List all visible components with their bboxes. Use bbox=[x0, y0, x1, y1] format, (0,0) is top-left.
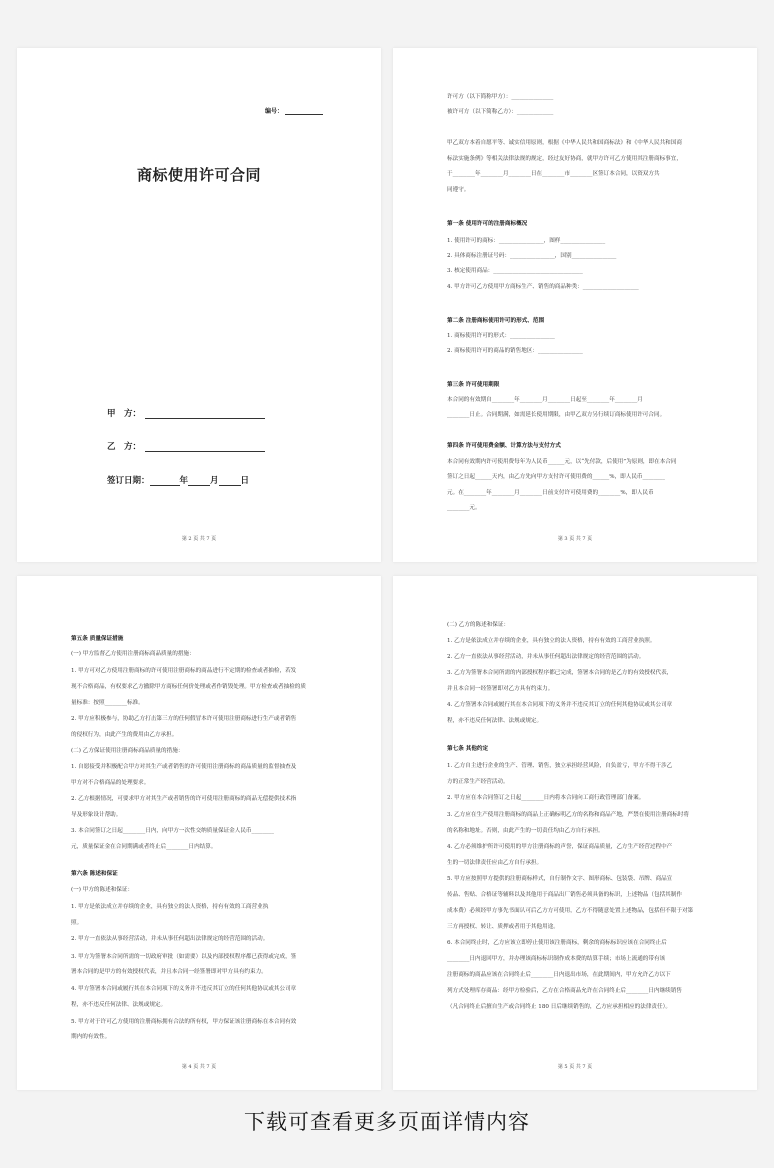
text-line: 4. 乙方必须维护所许可使用的甲方注册商标的声誉，保证商品质量，乙方生产经营过程中产 bbox=[447, 844, 673, 850]
text-line: 1. 商标使用许可的形式：________________ bbox=[447, 333, 555, 339]
party-a-field: 甲 方： bbox=[107, 407, 265, 419]
text-line: 现不合格商品，有权要求乙方撤除甲方商标任何价处理或者作销毁处理。甲方检查或者抽检的质 bbox=[71, 684, 306, 690]
text-line: 5. 甲方应按照甲方提供的注册商标样式，自行制作文字、图形商标、包装袋、吊牌、商品宣 bbox=[447, 876, 673, 882]
text-line: ________日内退回甲方，并办理该商标标识制作成本费的结算手续；市场上流通的带有该 bbox=[447, 956, 666, 962]
text-line: 签订之日起______天内，由乙方先向甲方支付许可使用费的______%，即人民币________ bbox=[447, 474, 665, 480]
section-heading: 第七条 其他约定 bbox=[447, 746, 489, 752]
text-line: 列方式处理库存商品：经甲方检验后，乙方在合格商品允许在合同终止后________日内继续销售 bbox=[447, 988, 682, 994]
text-line: 1. 乙方是依法成立并存续的企业，具有独立的法人资格，持有有效的工商营业执照。 bbox=[447, 638, 656, 644]
section-heading: 第三条 许可使用期限 bbox=[447, 382, 500, 388]
text-line: 1. 乙方自主进行企业的生产、管理、销售，独立承担经营风险，自负盈亏，甲方不得干涉乙 bbox=[447, 763, 673, 769]
text-line: 被许可方（以下简称乙方）：_____________ bbox=[447, 109, 554, 115]
section-heading: 第六条 陈述和保证 bbox=[71, 871, 118, 877]
section-heading: 第五条 质量保证措施 bbox=[71, 636, 124, 642]
text-line: 元。在________年________月________日前支付许可使用费的________%，即人民币 bbox=[447, 490, 654, 496]
signing-date-field: 签订日期： 年 月 日 bbox=[107, 476, 250, 486]
text-line: 许可方（以下简称甲方）：_______________ bbox=[447, 94, 554, 100]
text-line: 甲乙双方本着自愿平等、诚实信用原则，根据《中华人民共和国商标法》和《中华人民共和国商 bbox=[447, 140, 682, 146]
party-b-field: 乙 方： bbox=[107, 440, 265, 452]
page-footer: 第 2 页 共 7 页 bbox=[181, 536, 217, 542]
text-line: 同遵守。 bbox=[447, 187, 470, 193]
text-line: 成本费）必须经甲方事先书面认可后乙方方可使用，乙方不得随意处置上述物品，包括但不限于对第 bbox=[447, 908, 694, 914]
text-line: 3. 乙方应在生产使用注册商标的商品上正确标明乙方的名称和商品产地，严禁在使用注册商标时将 bbox=[447, 812, 690, 818]
text-line: 2. 甲方应积极参与，协助乙方打击第三方的任何假冒本许可使用注册商标进行生产或者销售 bbox=[71, 716, 297, 722]
text-line: 本合同的有效期自________年________月________日起至________年________月 bbox=[447, 397, 643, 403]
text-line: 3. 核定使用商品：________________________________ bbox=[447, 268, 583, 274]
text-line: 照。 bbox=[71, 920, 83, 926]
text-line: 1. 自愿接受并积极配合甲方对其生产或者销售的许可使用注册商标的商品质量的监督抽查及 bbox=[71, 764, 297, 770]
text-line: 于________年________月________日在________市________区签订本合同，以资双方共 bbox=[447, 171, 660, 177]
text-line: 程，亦不违反任何法律、法规或规定。 bbox=[71, 1002, 167, 1008]
text-line: 传品、售贴、合格证等辅料以及其他用于商品出厂销售必须具备的标识，上述物品（包括其制作 bbox=[447, 892, 682, 898]
text-line: 2. 甲方应在本合同签订之日起________日内将本合同向工商行政管理部门备案。 bbox=[447, 795, 645, 801]
section-heading: 第一条 使用许可的注册商标概况 bbox=[447, 221, 528, 227]
text-line: (一) 甲方监督乙方使用注册商标商品质量的措施： bbox=[71, 651, 195, 657]
text-line: 4. 甲方签署本合同或履行其在本合同项下的义务并不违反其订立的任何其他协议或其公司章 bbox=[71, 986, 297, 992]
number-blank bbox=[285, 109, 323, 115]
page-footer: 第 3 页 共 7 页 bbox=[557, 536, 593, 542]
page-footer: 第 4 页 共 7 页 bbox=[181, 1064, 217, 1070]
contract-page-3 bbox=[393, 48, 757, 562]
text-line: 标法实施条例》等相关法律法规的规定，经过友好协商，就甲方许可乙方使用其注册商标事宜， bbox=[447, 156, 682, 162]
text-line: (二) 乙方保证使用注册商标商品质量的措施： bbox=[71, 748, 184, 754]
text-line: 量标准：按照________标准。 bbox=[71, 700, 144, 706]
text-line: 2. 乙方一直依法从事经营活动，并未从事任何超出法律规定的经营范围的活动。 bbox=[447, 654, 645, 660]
text-line: 导及形象设计帮助。 bbox=[71, 812, 122, 818]
text-line: 2. 乙方根据情况，可要求甲方对其生产或者销售的许可使用注册商标的商品无偿提供技术指 bbox=[71, 796, 297, 802]
contract-page-4 bbox=[17, 576, 381, 1090]
text-line: 方的正常生产经营活动。 bbox=[447, 779, 509, 785]
text-line: 生的一切法律责任应由乙方自行承担。 bbox=[447, 860, 543, 866]
text-line: 6. 本合同终止时，乙方应该立即停止使用该注册商标，剩余的商标标识应该在合同终止后 bbox=[447, 940, 667, 946]
contract-title: 商标使用许可合同 bbox=[136, 166, 261, 184]
text-line: 3. 乙方为签署本合同所需的内部授权程序都已完成，签署本合同的是乙方的有效授权代表， bbox=[447, 670, 673, 676]
cover-page bbox=[17, 48, 381, 562]
text-line: 3. 甲方为签署本合同所需的一切政府审批（如需要）以及内部授权程序都已获得或完成，签 bbox=[71, 954, 297, 960]
text-line: 5. 甲方对于许可乙方使用的注册商标拥有合法的所有权，甲方保证该注册商标在本合同有效 bbox=[71, 1019, 297, 1025]
text-line: 元，质量保证金在合同期满或者终止后________日内结算。 bbox=[71, 844, 217, 850]
contract-page-5 bbox=[393, 576, 757, 1090]
text-line: (二) 乙方的陈述和保证： bbox=[447, 622, 510, 628]
text-line: 并且本合同一经签署即对乙方具有约束力。 bbox=[447, 686, 554, 692]
text-line: 甲方对不合格商品的处理要求。 bbox=[71, 780, 150, 786]
text-line: ________元。 bbox=[447, 505, 481, 511]
text-line: 1. 甲方可对乙方使用注册商标的许可使用注册商标的商品进行不定期的检查或者抽检，若发 bbox=[71, 668, 297, 674]
text-line: (一) 甲方的陈述和保证： bbox=[71, 887, 134, 893]
text-line: 本合同有效期内许可使用费每年为人民币______元，以“先付款，后使用”为原则，即在本合同 bbox=[447, 459, 677, 465]
section-heading: 第四条 许可使用费金额、计算方法与支付方式 bbox=[447, 443, 561, 449]
text-line: 署本合同的是甲方的有效授权代表，并且本合同一经签署即对甲方具有约束力。 bbox=[71, 969, 267, 975]
text-line: 4. 甲方许可乙方使用甲方商标生产、销售的商品种类：____________________ bbox=[447, 284, 639, 290]
text-line: ________日止。合同期满，如需延长使用期限，由甲乙双方另行续订商标使用许可合同。 bbox=[447, 412, 666, 418]
contract-number: 编号： bbox=[265, 106, 323, 115]
text-line: 的侵权行为，由此产生的费用由乙方承担。 bbox=[71, 732, 178, 738]
text-line: 程，亦不违反任何法律、法规或规定。 bbox=[447, 718, 543, 724]
text-line: 三方再授权、转让、质押或者用于其他用途。 bbox=[447, 924, 559, 930]
text-line: （凡合同终止后擅自生产或合同终止 180 日后继续销售的，乙方应承担相应的法律责任）。 bbox=[447, 1004, 671, 1010]
text-line: 4. 乙方签署本合同或履行其在本合同项下的义务并不违反其订立的任何其他协议或其公司章 bbox=[447, 702, 673, 708]
download-banner[interactable]: 下载可查看更多页面详情内容 bbox=[244, 1110, 530, 1134]
section-heading: 第二条 注册商标使用许可的形式、范围 bbox=[447, 318, 545, 324]
text-line: 1. 甲方是依法成立并存续的企业，具有独立的法人资格，持有有效的工商营业执 bbox=[71, 904, 269, 910]
text-line: 2. 具体商标注册证号码：________________，国别________________ bbox=[447, 253, 617, 259]
text-line: 期内的有效性。 bbox=[71, 1034, 111, 1040]
text-line: 3. 本合同签订之日起________日内，向甲方一次性交纳质量保证金人民币________ bbox=[71, 828, 274, 834]
text-line: 的名称和地址。否则，由此产生的一切责任均由乙方自行承担。 bbox=[447, 828, 604, 834]
text-line: 注册商标的商品应该在合同终止后________日内退出市场，在此期间内，甲方允许乙方以下 bbox=[447, 972, 671, 978]
text-line: 2. 商标使用许可的商品的销售地区：________________ bbox=[447, 348, 583, 354]
text-line: 1. 使用许可的商标：________________，图样________________ bbox=[447, 238, 606, 244]
text-line: 2. 甲方一直依法从事经营活动，并未从事任何超出法律规定的经营范围的活动。 bbox=[71, 936, 269, 942]
page-footer: 第 5 页 共 7 页 bbox=[557, 1064, 593, 1070]
